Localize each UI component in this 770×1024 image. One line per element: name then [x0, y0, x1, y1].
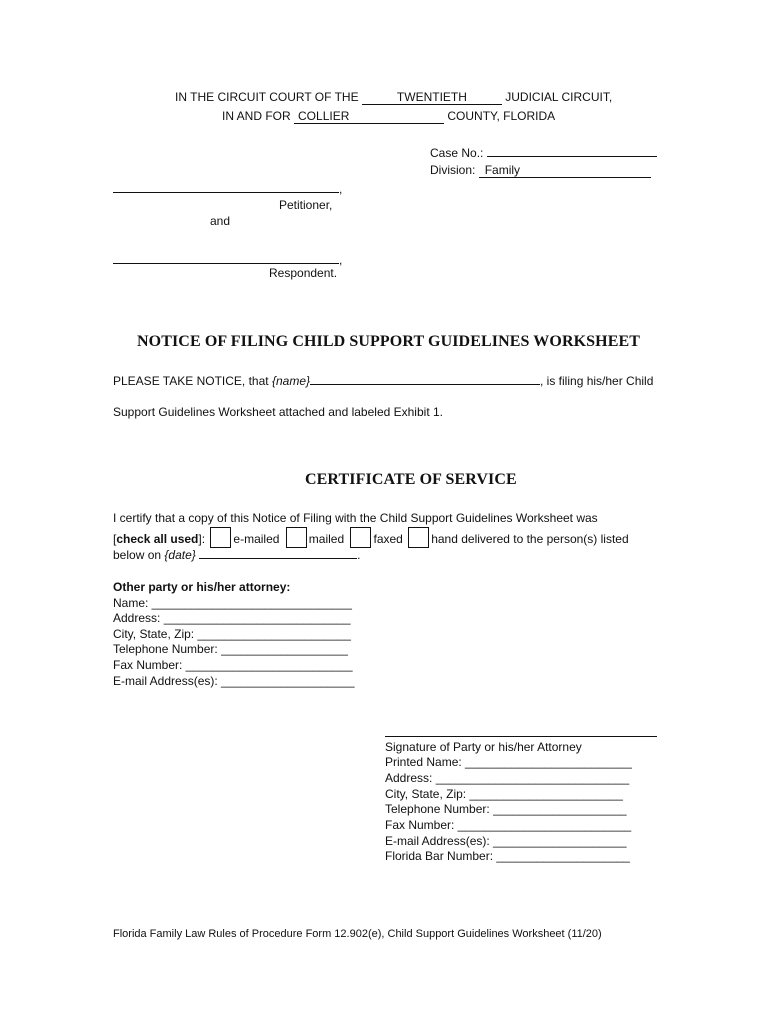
division-label: Division: [430, 163, 476, 177]
date-hint: {date} [164, 548, 196, 562]
date-field[interactable] [199, 545, 357, 559]
notice-line2: Support Guidelines Worksheet attached and labeled Exhibit 1. [113, 405, 443, 419]
other-party-email[interactable]: E-mail Address(es): ____________________ [113, 674, 355, 688]
respondent-line[interactable] [113, 263, 339, 264]
respondent-label: Respondent. [269, 266, 338, 280]
petitioner-comma: , [339, 182, 343, 196]
signature-label: Signature of Party or his/her Attorney [385, 740, 582, 754]
division-row [430, 163, 651, 178]
notice-line1 [113, 371, 653, 388]
notice-suffix: , is filing his/her Child [540, 374, 654, 388]
signature-address[interactable]: Address: _____________________________ [385, 771, 630, 785]
and-label: and [210, 214, 231, 228]
signature-bar-number[interactable]: Florida Bar Number: ____________________ [385, 849, 630, 863]
petitioner-line[interactable] [113, 192, 339, 193]
signature-city[interactable]: City, State, Zip: _______________________ [385, 787, 623, 801]
signature-fax[interactable]: Fax Number: __________________________ [385, 818, 632, 832]
other-party-heading: Other party or his/her attorney: [113, 580, 291, 594]
division-field[interactable]: Family [479, 164, 651, 178]
court-caption-line2 [222, 109, 555, 124]
notice-prefix: PLEASE TAKE NOTICE, that [113, 374, 269, 388]
signature-line[interactable] [385, 736, 657, 737]
emailed-label: e-mailed [233, 532, 280, 546]
bracket-close: ]: [198, 532, 206, 546]
signature-email[interactable]: E-mail Address(es): ____________________ [385, 834, 627, 848]
court-prefix: IN THE CIRCUIT COURT OF THE [175, 90, 359, 104]
name-field[interactable] [310, 371, 540, 385]
check-all-used: check all used [116, 532, 199, 546]
mailed-label: mailed [308, 532, 345, 546]
certificate-line1: I certify that a copy of this Notice of Filing with the Child Support Guidelines Worksheet was [113, 511, 598, 525]
court-caption-line1 [175, 90, 612, 105]
hand-delivered-label: hand delivered to the person(s) listed [431, 532, 629, 546]
name-hint: {name} [271, 374, 311, 388]
circuit-suffix: JUDICIAL CIRCUIT, [505, 90, 613, 104]
signature-phone[interactable]: Telephone Number: ____________________ [385, 802, 627, 816]
other-party-address[interactable]: Address: ____________________________ [113, 611, 351, 625]
form-footer: Florida Family Law Rules of Procedure Form 12.902(e), Child Support Guidelines Worksheet (11/20) [113, 928, 602, 940]
county-prefix: IN AND FOR [222, 109, 291, 123]
circuit-field[interactable]: TWENTIETH [362, 91, 502, 105]
bracket-open: [ [113, 532, 117, 546]
certificate-title: CERTIFICATE OF SERVICE [305, 471, 517, 488]
below-on-label: below on [113, 548, 162, 562]
case-no-label: Case No.: [430, 146, 484, 160]
other-party-city[interactable]: City, State, Zip: _______________________ [113, 627, 351, 641]
other-party-phone[interactable]: Telephone Number: ___________________ [113, 642, 348, 656]
notice-title: NOTICE OF FILING CHILD SUPPORT GUIDELINES WORKSHEET [137, 333, 641, 350]
petitioner-label: Petitioner, [279, 198, 333, 212]
case-number-row [430, 146, 657, 160]
certificate-line3 [113, 545, 360, 562]
case-no-field[interactable] [487, 156, 657, 157]
respondent-comma: , [339, 253, 343, 267]
other-party-name[interactable]: Name: ______________________________ [113, 596, 352, 610]
below-suffix: . [357, 548, 361, 562]
hand-delivered-checkbox[interactable] [408, 527, 429, 548]
other-party-fax[interactable]: Fax Number: _________________________ [113, 658, 353, 672]
county-suffix: COUNTY, FLORIDA [447, 109, 556, 123]
signature-printed-name[interactable]: Printed Name: _________________________ [385, 755, 632, 769]
county-field[interactable]: COLLIER [294, 110, 444, 124]
faxed-label: faxed [373, 532, 403, 546]
